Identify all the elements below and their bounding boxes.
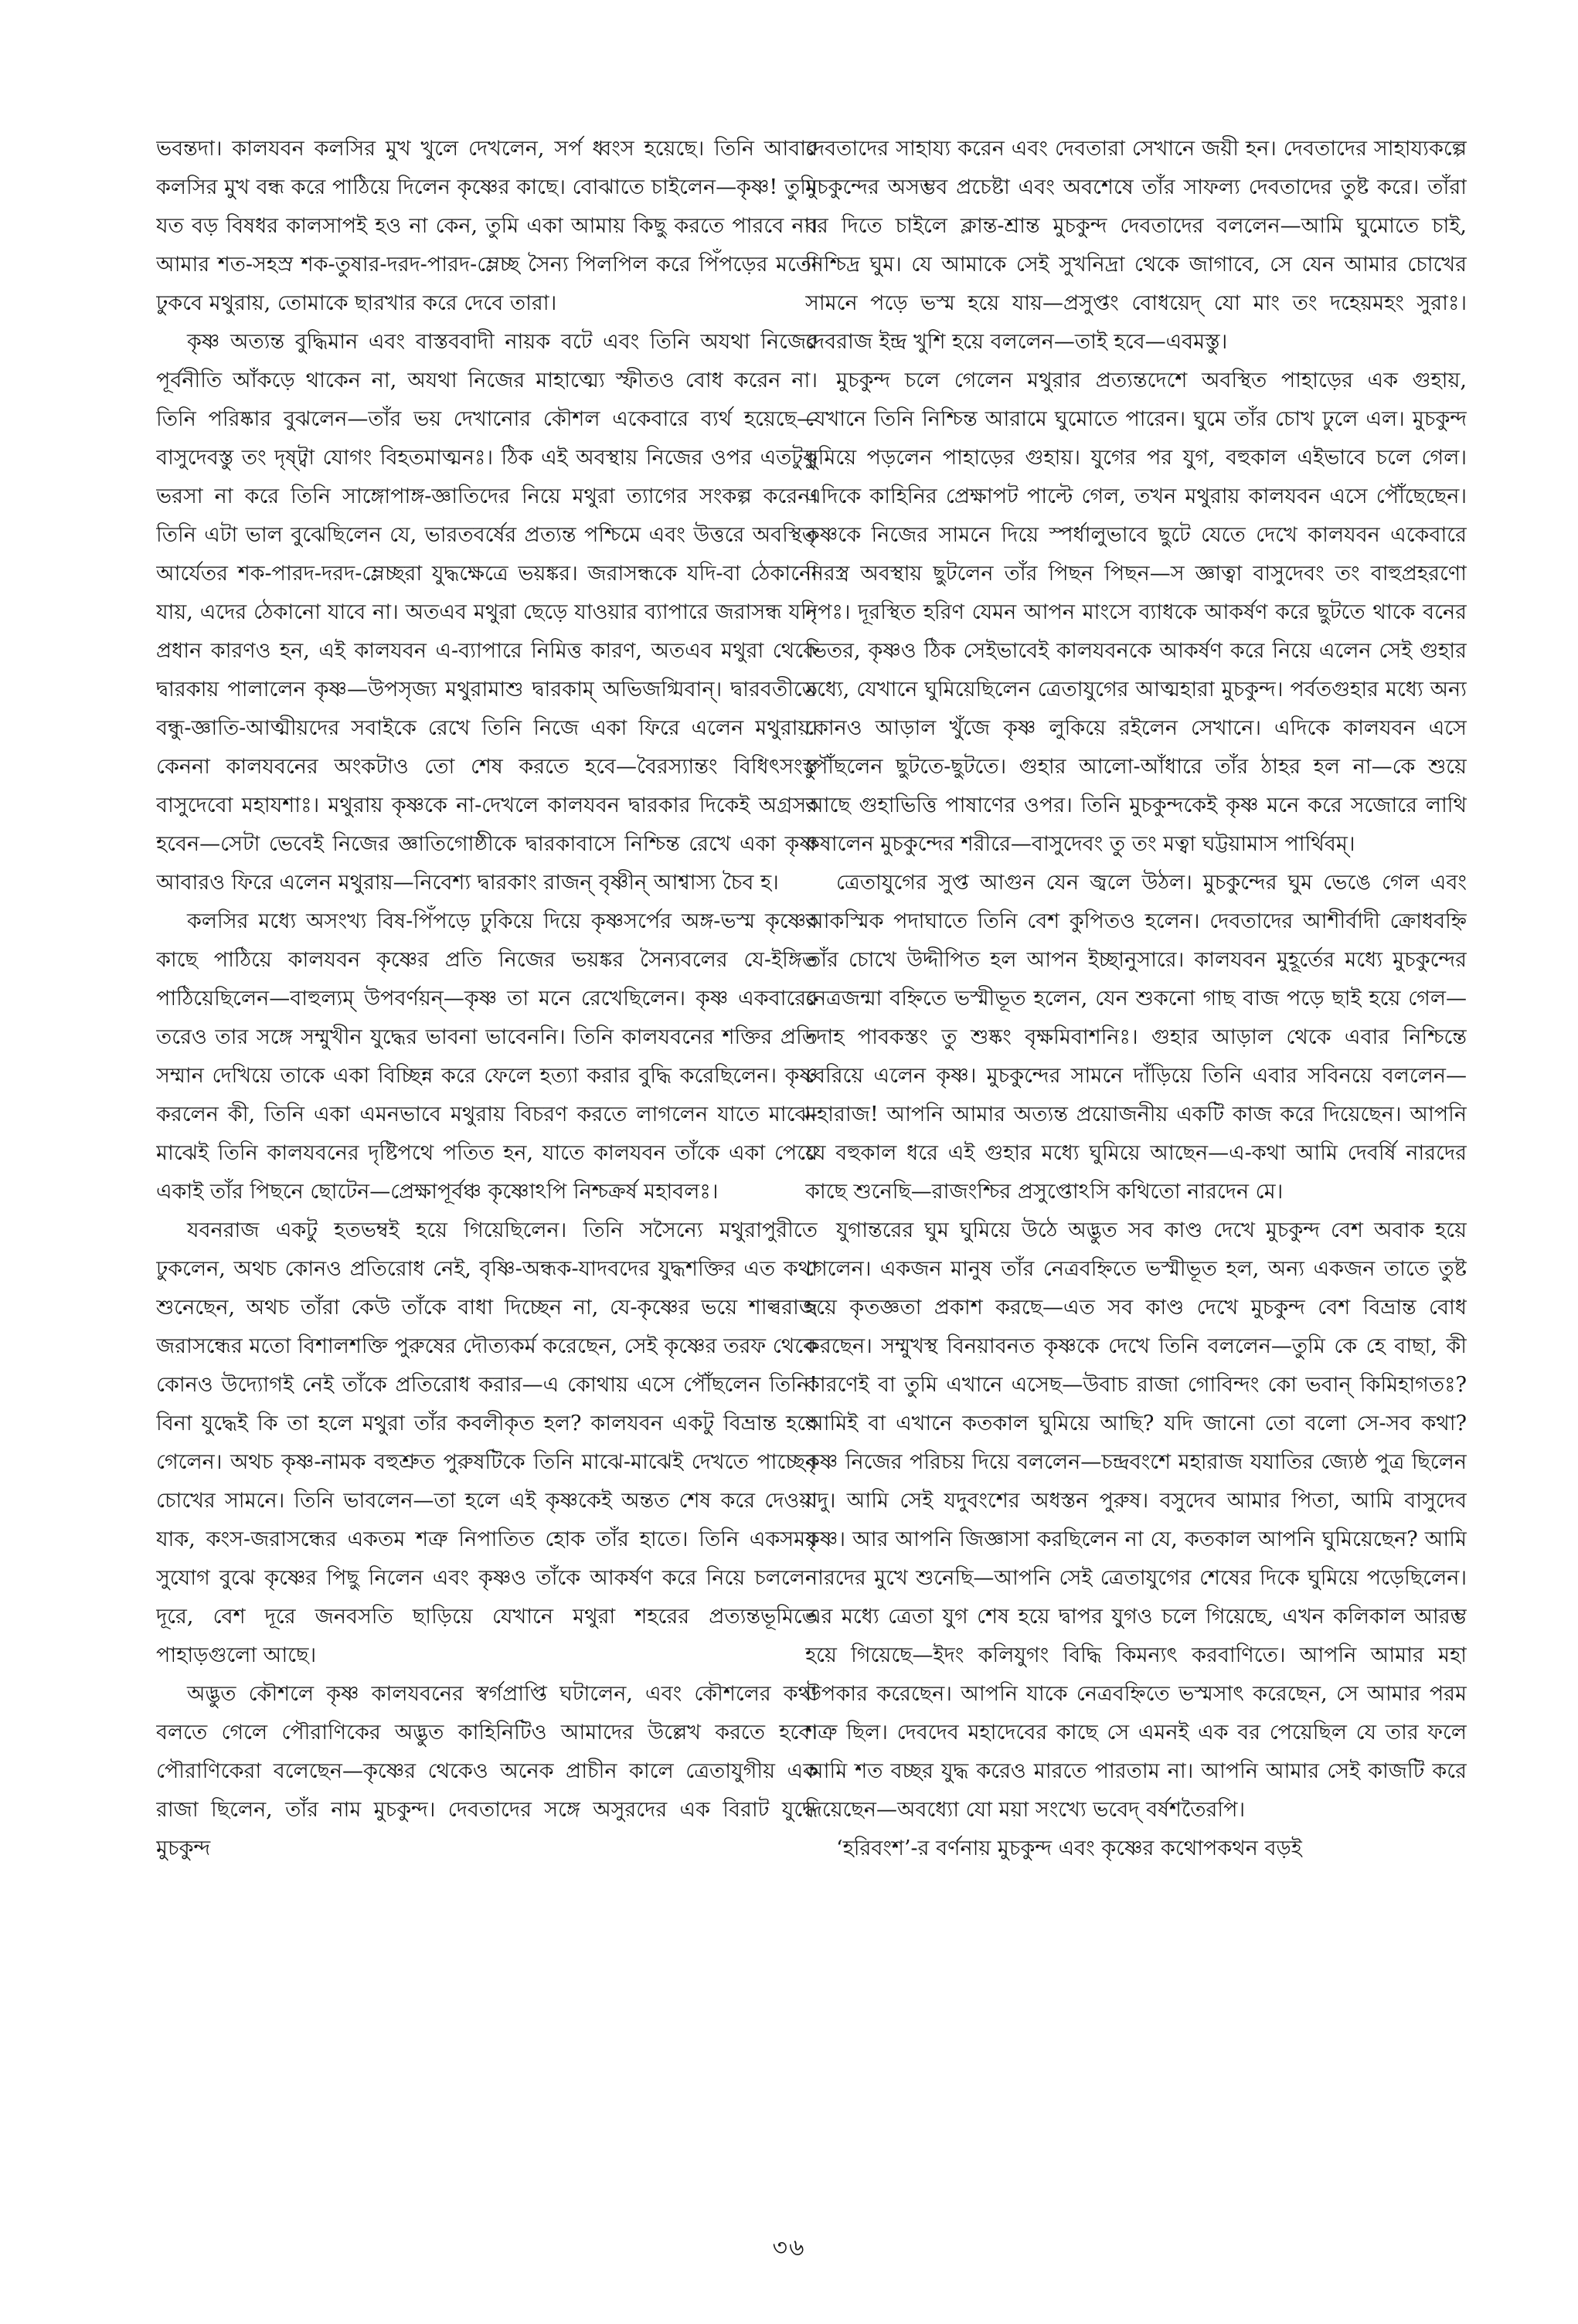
page-number: ৩৬ [772,2234,806,2261]
paragraph: কৃষ্ণ অত্যন্ত বুদ্ধিমান এবং বাস্তববাদী নায়ক বটে এবং তিনি অযথা নিজের পূর্বনীতি আঁকড়ে থাকেন না, অযথা নিজের মাহাত্ম্যে স্ফীতও বোধ করেন না। তিনি পরিষ্কার বুঝলেন—তাঁর ভয় দেখানোর কৌশল একেবারে ব্যর্থ হয়েছে—বাসুদেবস্তু তং দৃষ্ট্বা যোগং বিহতমাত্মনঃ। ঠিক এই অবস্থায় নিজের ওপর এতটুকু ভরসা না করে তিনি সাঙ্গোপাঙ্গ-জ্ঞাতিদের নিয়ে মথুরা ত্যাগের সংকল্প করেন। তিনি এটা ভাল বুঝেছিলেন যে, ভারতবর্ষের প্রত্যন্ত পশ্চিমে এবং উত্তরে অবস্থিত আর্যেতর শক-পারদ-দরদ-ম্লেচ্ছরা যুদ্ধক্ষেত্রে ভয়ঙ্কর। জরাসন্ধকে যদি-বা ঠেকানো যায়, এদের ঠেকানো যাবে না। অতএব মথুরা ছেড়ে যাওয়ার ব্যাপারে জরাসন্ধ যদি প্রধান কারণও হন, এই কালযবন এ-ব্যাপারে নিমিত্ত কারণ, অতএব মথুরা থেকে দ্বারকায় পালালেন কৃষ্ণ—উপসৃজ্য মথুরামাশু দ্বারকাম্ অভিজগ্মিবান্। দ্বারবতীতে বন্ধু-জ্ঞাতি-আত্মীয়দের সবাইকে রেখে তিনি নিজে একা ফিরে এলেন মথুরায়। কেননা কালযবনের অংকটাও তো শেষ করতে হবে—বৈরস্যান্তং বিধিৎসংস্তু বাসুদেবো মহাযশাঃ। মথুরায় কৃষ্ণকে না-দেখলে কালযবন দ্বারকার দিকেই অগ্রসর হবেন—সেটা ভেবেই নিজের জ্ঞাতিগোষ্ঠীকে দ্বারকাবাসে নিশ্চিন্ত রেখে একা কৃষ্ণ আবারও ফিরে এলেন মথুরায়—নিবেশ্য দ্বারকাং রাজন্ বৃষ্ণীন্ আশ্বাস্য চৈব হ। [156,330,818,895]
paragraph: ভবন্তদা। কালযবন কলসির মুখ খুলে দেখলেন, সর্প ধ্বংস হয়েছে। তিনি আবার কলসির মুখ বন্ধ করে পাঠিয়ে দিলেন কৃষ্ণের কাছে। বোঝাতে চাইলেন—কৃষ্ণ! তুমি যত বড় বিষধর কালসাপই হও না কেন, তুমি একা আমায় কিছু করতে পারবে না। আমার শত-সহস্র শক-তুষার-দরদ-পারদ-ম্লেচ্ছ সৈন্য পিলপিল করে পিঁপড়ের মতো ঢুকবে মথুরায়, তোমাকে ছারখার করে দেবে তারা। [156,137,818,315]
paragraph: অদ্ভুত কৌশলে কৃষ্ণ কালযবনের স্বর্গপ্রাপ্তি ঘটালেন, এবং কৌশলের কথা বলতে গেলে পৌরাণিকের অদ্ভুত কাহিনিটিও আমাদের উল্লেখ করতে হবে। পৌরাণিকেরা বলেছেন—কৃষ্ণের থেকেও অনেক প্রাচীন কালে ত্রেতাযুগীয় এক রাজা ছিলেন, তাঁর নাম মুচকুন্দ। দেবতাদের সঙ্গে অসুরদের এক বিরাট যুদ্ধে মুচকুন্দ [156,1682,818,1860]
paragraph: মুচকুন্দ চলে গেলেন মথুরার প্রত্যন্তদেশে অবস্থিত পাহাড়ের এক গুহায়, যেখানে তিনি নিশ্চিন্ত আরামে ঘুমোতে পারেন। ঘুমে তাঁর চোখ ঢুলে এল। মুচকুন্দ ঘুমিয়ে পড়লেন পাহাড়ের গুহায়। যুগের পর যুগ, বহুকাল এইভাবে চলে গেল। এদিকে কাহিনির প্রেক্ষাপট পাল্টে গেল, তখন মথুরায় কালযবন এসে পৌঁছেছেন। কৃষ্ণকে নিজের সামনে দিয়ে স্পর্ধালুভাবে ছুটে যেতে দেখে কালযবন একেবারে নিরস্ত্র অবস্থায় ছুটলেন তাঁর পিছন পিছন—স জ্ঞাত্বা বাসুদেবং তং বাহুপ্রহরণো নৃপঃ। দূরস্থিত হরিণ যেমন আপন মাংসে ব্যাধকে আকর্ষণ করে ছুটতে থাকে বনের ভিতর, কৃষ্ণও ঠিক সেইভাবেই কালযবনকে আকর্ষণ করে নিয়ে এলেন সেই গুহার মধ্যে, যেখানে ঘুমিয়েছিলেন ত্রেতাযুগের আত্মহারা মুচকুন্দ। পর্বতগুহার মধ্যে অন্য কোনও আড়াল খুঁজে কৃষ্ণ লুকিয়ে রইলেন সেখানে। এদিকে কালযবন এসে পৌঁছলেন ছুটতে-ছুটতে। গুহার আলো-আঁধারে তাঁর ঠাহর হল না—কে শুয়ে আছে গুহাভিত্তি পাষাণের ওপর। তিনি মুচকুন্দকেই কৃষ্ণ মনে করে সজোরে লাথি কষালেন মুচকুন্দের শরীরে—বাসুদেবং তু তং মত্বা ঘট্টয়ামাস পার্থিবম্। [805,369,1467,856]
paragraph: দেবতাদের সাহায্য করেন এবং দেবতারা সেখানে জয়ী হন। দেবতাদের সাহায্যকল্পে মুচকুন্দের অসম্ভব প্রচেষ্টা এবং অবশেষে তাঁর সাফল্য দেবতাদের তুষ্ট করে। তাঁরা বর দিতে চাইলে ক্লান্ত-শ্রান্ত মুচকুন্দ দেবতাদের বললেন—আমি ঘুমোতে চাই, নিশ্চিদ্র ঘুম। যে আমাকে সেই সুখনিদ্রা থেকে জাগাবে, সে যেন আমার চোখের সামনে পড়ে ভস্ম হয়ে যায়—প্রসুপ্তং বোধয়েদ্ যো মাং তং দহেয়মহং সুরাঃ। দেবরাজ ইন্দ্র খুশি হয়ে বললেন—তাই হবে—এবমস্তু। [805,137,1467,354]
paragraph: যবনরাজ একটু হতভম্বই হয়ে গিয়েছিলেন। তিনি সসৈন্যে মথুরাপুরীতে ঢুকলেন, অথচ কোনও প্রতিরোধ নেই, বৃষ্ণি-অন্ধক-যাদবদের যুদ্ধশক্তির এত কথা শুনেছেন, অথচ তাঁরা কেউ তাঁকে বাধা দিচ্ছেন না, যে-কৃষ্ণের ভয়ে শাল্বরাজ জরাসন্ধের মতো বিশালশক্তি পুরুষের দৌত্যকর্ম করেছেন, সেই কৃষ্ণের তরফ থেকে কোনও উদ্যোগই নেই তাঁকে প্রতিরোধ করার—এ কোথায় এসে পৌঁছলেন তিনি! বিনা যুদ্ধেই কি তা হলে মথুরা তাঁর কবলীকৃত হল? কালযবন একটু বিভ্রান্ত হয়ে গেলেন। অথচ কৃষ্ণ-নামক বহুশ্রুত পুরুষটিকে তিনি মাঝে-মাঝেই দেখতে পাচ্ছেন চোখের সামনে। তিনি ভাবলেন—তা হলে এই কৃষ্ণকেই অন্তত শেষ করে দেওয়া যাক, কংস-জরাসন্ধের একতম শত্রু নিপাতিত হোক তাঁর হাতে। তিনি একসময় সুযোগ বুঝে কৃষ্ণের পিছু নিলেন এবং কৃষ্ণও তাঁকে আকর্ষণ করে নিয়ে চললেন দূরে, বেশ দূরে জনবসতি ছাড়িয়ে যেখানে মথুরা শহরের প্রত্যন্তভূমিতে পাহাড়গুলো আছে। [156,1218,818,1667]
paragraph: কলসির মধ্যে অসংখ্য বিষ-পিঁপড়ে ঢুকিয়ে দিয়ে কৃষ্ণসর্পের অঙ্গ-ভস্ম কৃষ্ণের কাছে পাঠিয়ে কালযবন কৃষ্ণের প্রতি নিজের ভয়ঙ্কর সৈন্যবলের যে-ইঙ্গিত পাঠিয়েছিলেন—বাহুল্যম্ উপবর্ণয়ন্—কৃষ্ণ তা মনে রেখেছিলেন। কৃষ্ণ একবারের তরেও তার সঙ্গে সম্মুখীন যুদ্ধের ভাবনা ভাবেননি। তিনি কালযবনের শক্তির প্রতি সম্মান দেখিয়ে তাকে একা বিচ্ছিন্ন করে ফেলে হত্যা করার বুদ্ধি করেছিলেন। কৃষ্ণ করলেন কী, তিনি একা এমনভাবে মথুরায় বিচরণ করতে লাগলেন যাতে মাঝে-মাঝেই তিনি কালযবনের দৃষ্টিপথে পতিত হন, যাতে কালযবন তাঁকে একা পেয়ে একাই তাঁর পিছনে ছোটেন—প্রেক্ষাপূর্বঞ্চ কৃষ্ণোঽপি নিশ্চক্রর্ষ মহাবলঃ। [156,909,818,1204]
paragraph: ত্রেতাযুগের সুপ্ত আগুন যেন জ্বলে উঠল। মুচকুন্দের ঘুম ভেঙে গেল এবং আকস্মিক পদাঘাতে তিনি বেশ কুপিতও হলেন। দেবতাদের আশীর্বাদী ক্রোধবহ্নি তাঁর চোখে উদ্দীপিত হল আপন ইচ্ছানুসারে। কালযবন মুহূর্তের মধ্যে মুচকুন্দের নেত্রজন্মা বহ্নিতে ভস্মীভূত হলেন, যেন শুকনো গাছ বাজ পড়ে ছাই হয়ে গেল—দদাহ পাবকস্তং তু শুষ্কং বৃক্ষমিবাশনিঃ। গুহার আড়াল থেকে এবার নিশ্চিন্তে বেরিয়ে এলেন কৃষ্ণ। মুচকুন্দের সামনে দাঁড়িয়ে তিনি এবার সবিনয়ে বললেন—মহারাজ! আপনি আমার অত্যন্ত প্রয়োজনীয় একটি কাজ করে দিয়েছেন। আপনি যে বহুকাল ধরে এই গুহার মধ্যে ঘুমিয়ে আছেন—এ-কথা আমি দেবর্ষি নারদের কাছে শুনেছি—রাজংশ্চির প্রসুপ্তোঽসি কথিতো নারদেন মে। [805,871,1467,1204]
paragraph: ‘হরিবংশ’-র বর্ণনায় মুচকুন্দ এবং কৃষ্ণের কথোপকথন বড়ই [836,1836,1302,1860]
paragraph: যুগান্তরের ঘুম ঘুমিয়ে উঠে অদ্ভুত সব কাণ্ড দেখে মুচকুন্দ বেশ অবাক হয়ে গেলেন। একজন মানুষ তাঁর নেত্রবহ্নিতে ভস্মীভূত হল, অন্য একজন তাতে তুষ্ট হয়ে কৃতজ্ঞতা প্রকাশ করছে—এত সব কাণ্ড দেখে মুচকুন্দ বেশ বিভ্রান্ত বোধ করছেন। সম্মুখস্থ বিনয়াবনত কৃষ্ণকে দেখে তিনি বললেন—তুমি কে হে বাছা, কী কারণেই বা তুমি এখানে এসেছ—উবাচ রাজা গোবিন্দং কো ভবান্ কিমিহাগতঃ? আমিই বা এখানে কতকাল ঘুমিয়ে আছি? যদি জানো তো বলো সে-সব কথা? কৃষ্ণ নিজের পরিচয় দিয়ে বললেন—চন্দ্রবংশে মহারাজ যযাতির জ্যেষ্ঠ পুত্র ছিলেন যদু। আমি সেই যদুবংশের অধস্তন পুরুষ। বসুদেব আমার পিতা, আমি বাসুদেব কৃষ্ণ। আর আপনি জিজ্ঞাসা করছিলেন না যে, কতকাল আপনি ঘুমিয়েছেন? আমি নারদের মুখে শুনেছি—আপনি সেই ত্রেতাযুগের শেষের দিকে ঘুমিয়ে পড়েছিলেন। এর মধ্যে ত্রেতা যুগ শেষ হয়ে দ্বাপর যুগও চলে গিয়েছে, এখন কলিকাল আরম্ভ হয়ে গিয়েছে—ইদং কলিযুগং বিদ্ধি কিমন্যৎ করবাণিতে। আপনি আমার মহা উপকার করেছেন। আপনি যাকে নেত্রবহ্নিতে ভস্মসাৎ করেছেন, সে আমার পরম শত্রু ছিল। দেবদেব মহাদেবের কাছে সে এমনই এক বর পেয়েছিল যে তার ফলে আমি শত বচ্ছর যুদ্ধ করেও মারতে পারতাম না। আপনি আমার সেই কাজটি করে দিয়েছেন—অবধ্যো যো ময়া সংখ্যে ভবেদ্ বর্ষশতৈরপি। [805,1218,1467,1822]
right-text-column [805,130,1467,2200]
left-text-column [156,130,818,2200]
